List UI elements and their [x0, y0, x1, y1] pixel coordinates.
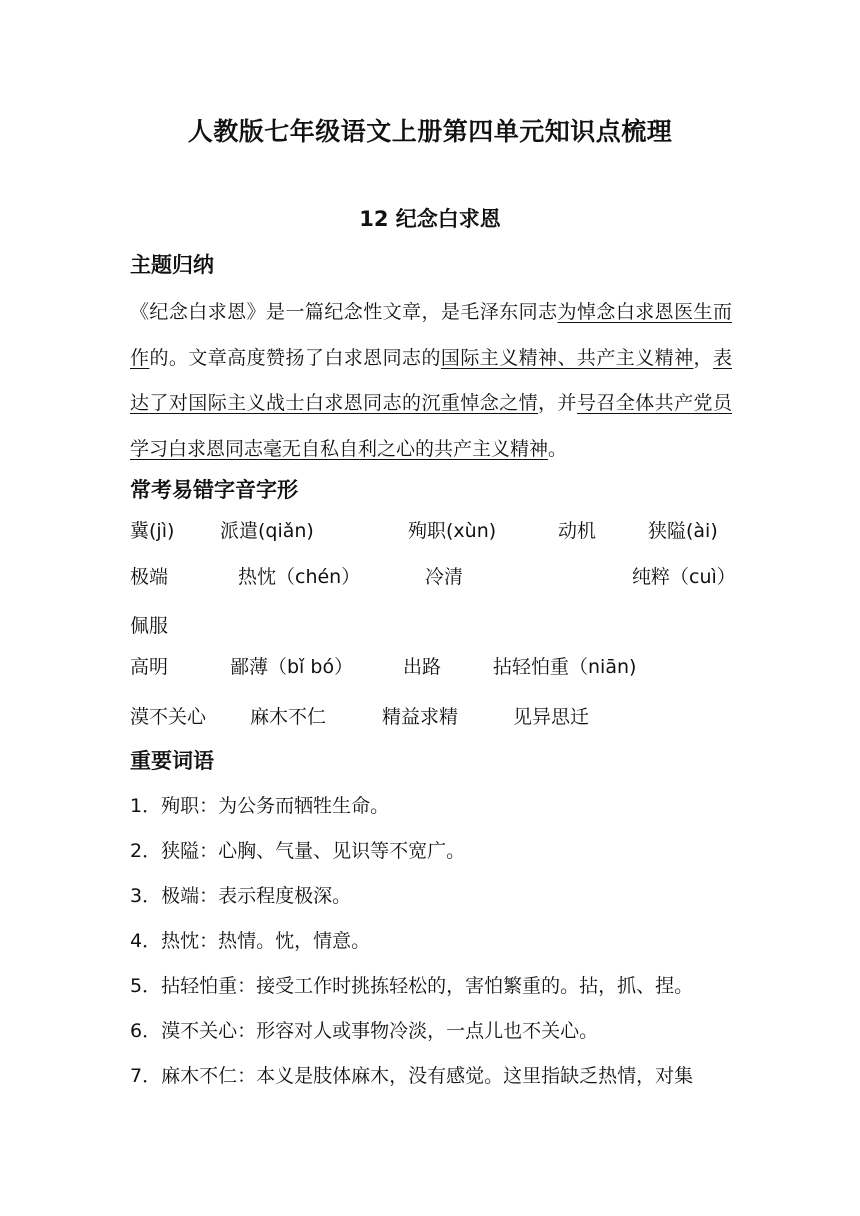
vocab-item: 3．极端：表示程度极深。 [130, 885, 352, 907]
theme-heading: 主题归纳 [130, 253, 214, 277]
summary-underlined-segment: 国际主义精神、共产主义精神 [440, 346, 694, 369]
vocab-heading: 重要词语 [130, 749, 214, 773]
word-entry: 派遣(qiǎn) [220, 520, 314, 542]
word-entry: 热忱（chén） [238, 566, 361, 588]
document-title: 人教版七年级语文上册第四单元知识点梳理 [187, 117, 673, 146]
word-entry: 冀(jì) [130, 520, 175, 542]
vocab-item: 5．拈轻怕重：接受工作时挑拣轻松的，害怕繁重的。拈，抓、捏。 [130, 975, 694, 997]
word-entry: 精益求精 [382, 706, 459, 728]
word-entry: 麻木不仁 [250, 706, 327, 728]
word-entry: 出路 [403, 656, 442, 678]
word-entry: 殉职(xùn) [408, 520, 497, 542]
word-entry: 佩服 [130, 615, 169, 637]
summary-segment: 《纪念白求恩》是一篇纪念性文章，是毛泽东同志 [130, 301, 558, 323]
summary-segment: ，并 [538, 392, 577, 414]
word-entry: 狭隘(ài) [648, 520, 718, 542]
summary-underlined-segment: 表达了对国际主义战士白求恩同志的沉重悼念之情 [130, 346, 732, 414]
summary-segment: 。 [548, 437, 568, 460]
summary-segment: 的。文章高度赞扬了白求恩同志的 [149, 346, 441, 369]
summary-underlined-segment: 号召全体共产党员学习白求恩同志毫无自私自利之心的共产主义精神 [130, 392, 732, 460]
vocab-item: 1．殉职：为公务而牺牲生命。 [130, 795, 390, 817]
word-entry: 见异思迁 [513, 706, 590, 728]
lesson-title: 12 纪念白求恩 [359, 207, 501, 231]
summary-underlined-segment: 为悼念白求恩医生而作 [130, 301, 732, 369]
vocab-item: 2．狭隘：心胸、气量、见识等不宽广。 [130, 840, 466, 862]
pronunciation-heading: 常考易错字音字形 [130, 478, 298, 502]
word-entry: 拈轻怕重（niān) [493, 656, 637, 678]
word-entry: 极端 [130, 566, 169, 588]
word-entry: 鄙薄（bǐ bó） [230, 656, 354, 678]
theme-summary [130, 290, 732, 472]
word-entry: 漠不关心 [130, 706, 207, 728]
vocab-item: 6．漠不关心：形容对人或事物冷淡，一点儿也不关心。 [130, 1020, 599, 1042]
word-entry: 冷清 [425, 566, 464, 588]
word-entry: 纯粹（cuì） [632, 566, 736, 588]
vocab-item: 4．热忱：热情。忱，情意。 [130, 930, 371, 952]
word-entry: 动机 [558, 520, 597, 542]
summary-segment: ， [693, 346, 713, 369]
word-entry: 高明 [130, 656, 169, 678]
vocab-item: 7．麻木不仁：本义是肢体麻木，没有感觉。这里指缺乏热情，对集 [130, 1065, 694, 1087]
